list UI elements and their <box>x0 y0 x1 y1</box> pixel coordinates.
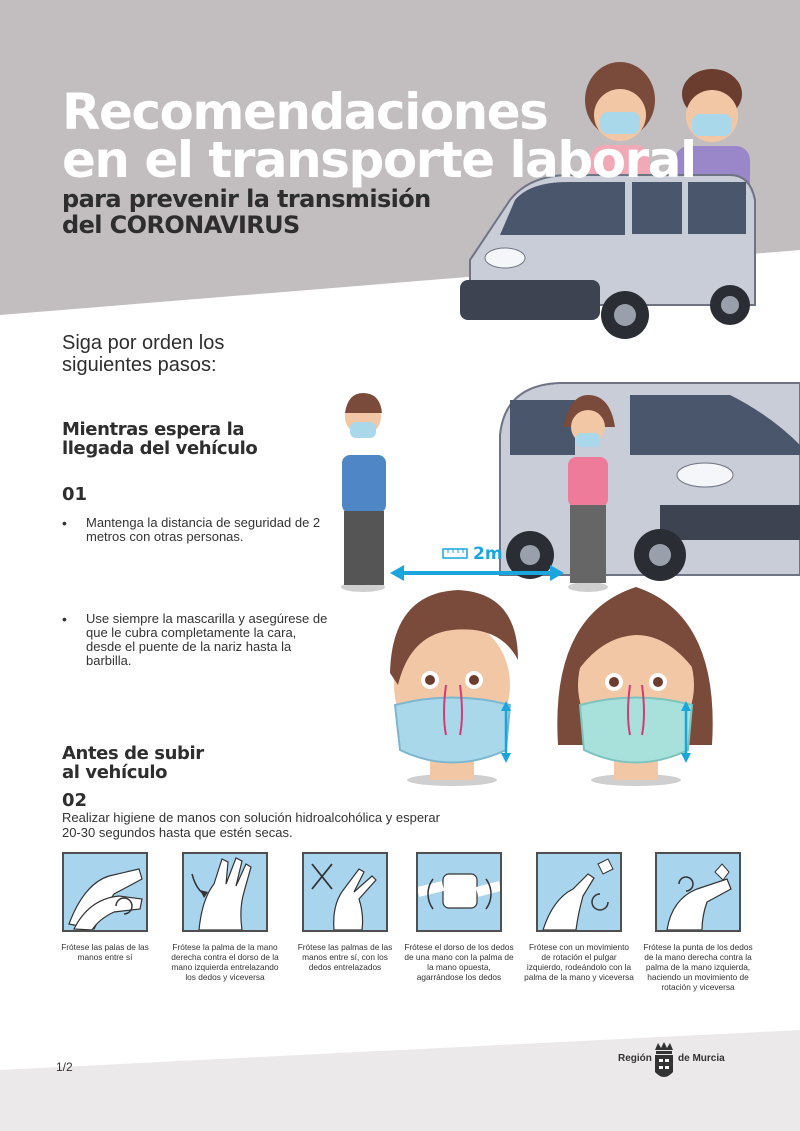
hand-step-2-caption: Frótese la palma de la mano derecha contra el dorso de la mano izquierda entrelazando los dedos y viceversa <box>171 942 279 982</box>
hand-step-2-image <box>182 852 268 932</box>
step-number-01: 01 <box>62 484 88 505</box>
interlaced-fingers-icon <box>304 854 386 930</box>
intro-text <box>62 332 302 376</box>
step-number-02: 02 <box>62 790 88 811</box>
hand-step-3-image <box>302 852 388 932</box>
rotate-thumb-icon <box>538 854 620 930</box>
hand-step-6-caption: Frótese la punta de los dedos de la mano derecha contra la palma de la mano izquierda, haciendo un movimiento de rotación y viceversa <box>643 942 753 992</box>
back-of-hand-icon <box>184 854 266 930</box>
ruler-icon <box>442 548 468 559</box>
bullet-distance: • Mantenga la distancia de seguridad de 2 metros con otras personas. <box>62 516 332 544</box>
hand-step-4-image <box>416 852 502 932</box>
page-title <box>62 83 762 189</box>
bullet-mask: • Use siempre la mascarilla y asegúrese de que le cubra completamente la cara, desde el puente de la nariz hasta la barbilla. <box>62 612 332 668</box>
title-line-2: en el transporte laboral <box>62 131 696 189</box>
hand-step-5-caption: Frótese con un movimiento de rotación el pulgar izquierdo, rodeándolo con la palma de la mano y viceversa <box>524 942 634 982</box>
section-2-title <box>62 744 204 782</box>
section-1-title <box>62 420 257 458</box>
hand-step-3-caption: Frótese las palmas de las manos entre sí, con los dedos entrelazados <box>297 942 393 972</box>
subtitle-line-2: del CORONAVIRUS <box>62 211 300 239</box>
page-number: 1/2 <box>56 1060 73 1074</box>
logo-text-right: de Murcia <box>678 1053 725 1064</box>
rub-palms-icon <box>64 854 146 930</box>
intro-line-2: siguientes pasos: <box>62 354 217 376</box>
distance-arrow-icon <box>390 563 564 583</box>
hand-hygiene-instructions: Realizar higiene de manos con solución hidroalcohólica y esperar 20-30 segundos hasta que estén secas. <box>62 810 440 840</box>
hand-step-5-image <box>536 852 622 932</box>
hand-step-1-caption: Frótese las palas de las manos entre sí <box>61 942 149 962</box>
distance-label: 2m <box>473 544 503 564</box>
title-line-1: Recomendaciones <box>62 83 548 141</box>
hand-step-6-image <box>655 852 741 932</box>
hand-step-4-caption: Frótese el dorso de los dedos de una mano con la palma de la mano opuesta, agarrándose los dedos <box>404 942 514 982</box>
grip-fingers-icon <box>418 854 500 930</box>
subtitle-line-1: para prevenir la transmisión <box>62 185 431 213</box>
section-1-title-line-2: llegada del vehículo <box>62 438 258 459</box>
section-2-title-line-1: Antes de subir <box>62 743 204 764</box>
section-1-title-line-1: Mientras espera la <box>62 419 245 440</box>
section-2-title-line-2: al vehículo <box>62 762 168 783</box>
intro-line-1: Siga por orden los <box>62 332 225 354</box>
logo-text-left: Región <box>618 1053 652 1064</box>
hand-step-1-image <box>62 852 148 932</box>
fingertips-palm-icon <box>657 854 739 930</box>
murcia-coat-of-arms-icon <box>652 1040 676 1082</box>
page-subtitle <box>62 186 502 238</box>
mask-faces-illustration <box>380 585 720 790</box>
